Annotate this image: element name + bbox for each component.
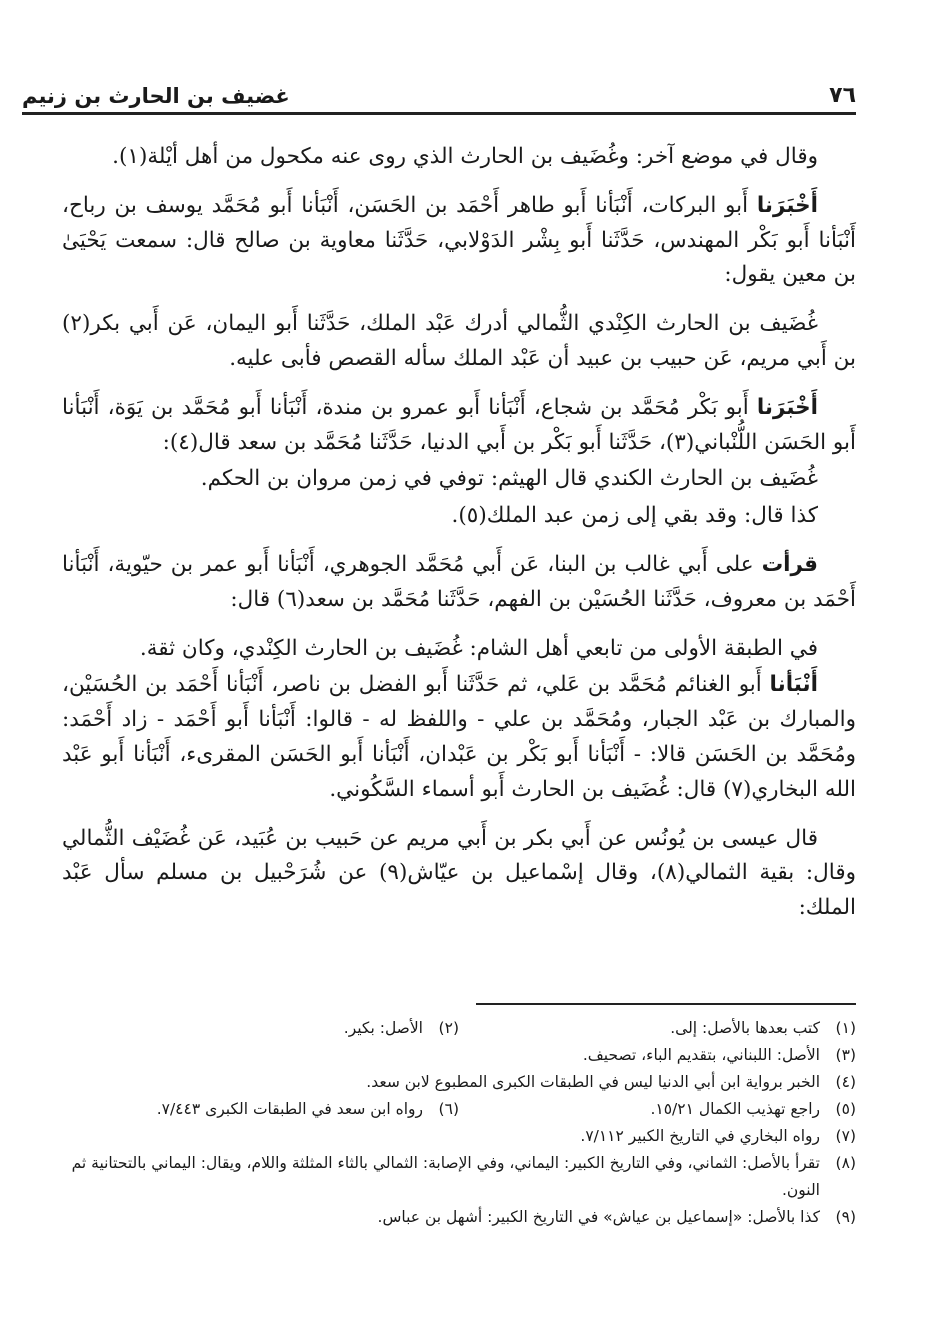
paragraph <box>62 499 856 534</box>
footnote <box>459 1015 856 1042</box>
page-header <box>22 66 856 115</box>
footnote <box>62 1204 856 1231</box>
footnote-number: (٢) <box>438 1019 459 1037</box>
footnote-text: الخبر برواية ابن أبي الدنيا ليس في الطبقات الكبرى المطبوع لابن سعد. <box>366 1073 820 1091</box>
footnote <box>62 1015 459 1042</box>
footnote <box>62 1123 856 1150</box>
footnote-number: (١) <box>835 1019 856 1037</box>
paragraph-keyword: أَخْبَرَنا <box>756 394 818 420</box>
footnotes <box>62 1015 856 1231</box>
paragraph <box>62 548 856 618</box>
footnote-text: كتب بعدها بالأصل: إلى. <box>670 1019 820 1037</box>
footnote-text: كذا بالأصل: «إسماعيل بن عياش» في التاريخ الكبير: أشهل بن عباس. <box>377 1208 820 1226</box>
running-title: غضيف بن الحارث بن زنيم <box>22 84 290 108</box>
footnote-row <box>62 1096 856 1123</box>
paragraph-text: غُضَيف بن الحارث الكندي قال الهيثم: توفي في زمن مروان بن الحكم. <box>200 466 818 492</box>
paragraph <box>62 668 856 807</box>
paragraph <box>62 307 856 377</box>
paragraph <box>62 140 856 175</box>
footnote-number: (٧) <box>835 1127 856 1145</box>
footnote-number: (٦) <box>438 1100 459 1118</box>
paragraph-text: على أَبي غالب بن البنا، عَن أَبي مُحَمَّد الجوهري، أَنْبَأنا أَبو عمر بن حيّوية، أَنْبَأنا أَحْمَد بن معروف، حَدَّثَنا الحُسَيْن بن الفهم، حَدَّثَنا مُحَمَّد بن سعد(٦) قال: <box>62 551 856 612</box>
paragraph-text: في الطبقة الأولى من تابعي أهل الشام: غُضَيف بن الحارث الكِنْدي، وكان ثقة. <box>139 635 818 661</box>
paragraph-text: أَبو الغنائم مُحَمَّد بن عَلي، ثم حَدَّثَنا أَبو الفضل بن ناصر، أَنْبَأنا أَحْمَد بن الحُسَيْن، والمبارك بن عَبْد الجبار، ومُحَمَّد بن علي - واللفظ له - قالوا: أَنْبَأنا أَبو أَحْمَد - زاد أَحْمَد: ومُحَمَّد بن الحَسَن قالا: - أَنْبَأنا أَبو بَكْر بن عَبْدان، أَنْبَأنا أَبو الحَسَن المقرىء، أَنْبَأنا أَبو عَبْد الله البخاري(٧) قال: غُضَيف بن الحارث أَبو أسماء السَّكُوني. <box>62 672 856 802</box>
footnote-number: (٤) <box>835 1073 856 1091</box>
footnote-number: (٥) <box>835 1100 856 1118</box>
footnote-row <box>62 1015 856 1042</box>
paragraph-keyword: قرأت <box>761 551 818 577</box>
footnote-text: الأصل: اللبناني، بتقديم الباء، تصحيف. <box>582 1046 820 1064</box>
footnote-text: رواه ابن سعد في الطبقات الكبرى ٧/٤٤٣. <box>156 1100 423 1118</box>
paragraph <box>62 189 856 293</box>
paragraph-keyword: أَخْبَرَنا <box>756 192 818 218</box>
paragraph <box>62 822 856 926</box>
paragraph-text: غُضَيف بن الحارث الكِنْدي الثُّمالي أدرك عَبْد الملك، حَدَّثَنا أَبو اليمان، عَن أَبي بكر(٢) بن أَبي مريم، عَن حبيب بن عبيد أن عَبْد الملك سأله القصص فأبى عليه. <box>62 311 856 371</box>
footnote <box>62 1150 856 1204</box>
footnote-text: رواه البخاري في التاريخ الكبير ٧/١١٢. <box>580 1127 820 1145</box>
footnote-text: تقرأ بالأصل: الثماني، وفي التاريخ الكبير: اليماني، وفي الإصابة: الثمالي بالثاء المثلثة واللام، ويقال: اليماني بالتحتانية ثم النون. <box>71 1154 820 1199</box>
paragraph-text: أَبو بَكْر مُحَمَّد بن شجاع، أَنْبَأنا أَبو عمرو بن مندة، أَنْبَأنا أَبو مُحَمَّد بن يَوَة، أَنْبَأنا أَبو الحَسَن اللُّنْباني(٣)، حَدَّثَنا أَبو بَكْر بن أَبي الدنيا، حَدَّثَنا مُحَمَّد بن سعد قال(٤): <box>62 394 856 455</box>
paragraph-text: قال عيسى بن يُونُس عن أَبي بكر بن أَبي مريم عن حَبيب بن عُبَيد، عَن غُضَيْف الثُّمالي وقال: بقية الثمالي(٨)، وقال إسْماعيل بن عيّاش(٩) عن شُرَحْبيل بن مسلم سأل عَبْد الملك: <box>62 825 856 921</box>
paragraph <box>62 391 856 461</box>
paragraph <box>62 462 856 497</box>
footnote-number: (٣) <box>835 1046 856 1064</box>
footnote-number: (٩) <box>835 1208 856 1226</box>
footnote-divider <box>476 1003 856 1005</box>
paragraph-text: كذا قال: وقد بقي إلى زمن عبد الملك(٥). <box>451 503 818 529</box>
footnote <box>459 1096 856 1123</box>
footnote <box>62 1042 856 1069</box>
paragraph-text: أَبو البركات، أَنْبَأنا أَبو طاهر أَحْمَد بن الحَسَن، أَنْبَأنا أَبو مُحَمَّد يوسف بن رباح، أَنْبَأنا أَبو بَكْر المهندس، حَدَّثَنا أَبو بِشْر الدَوْلابي، حَدَّثَنا معاوية بن صالح قال: سمعت يَحْيَىٰ بن معين يقول: <box>62 192 856 288</box>
main-text <box>62 140 856 940</box>
paragraph <box>62 632 856 667</box>
paragraph-keyword: أَنْبَأنا <box>769 672 818 698</box>
footnote <box>62 1096 459 1123</box>
footnote-text: راجع تهذيب الكمال ١٥/٢١. <box>650 1100 820 1118</box>
footnote-number: (٨) <box>835 1154 856 1172</box>
paragraph-text: وقال في موضع آخر: وغُضَيف بن الحارث الذي روى عنه مكحول من أهل أيْلة(١). <box>112 144 818 169</box>
footnote <box>62 1069 856 1096</box>
page-number: ٧٦ <box>829 83 856 108</box>
footnote-text: الأصل: بكير. <box>343 1019 423 1037</box>
